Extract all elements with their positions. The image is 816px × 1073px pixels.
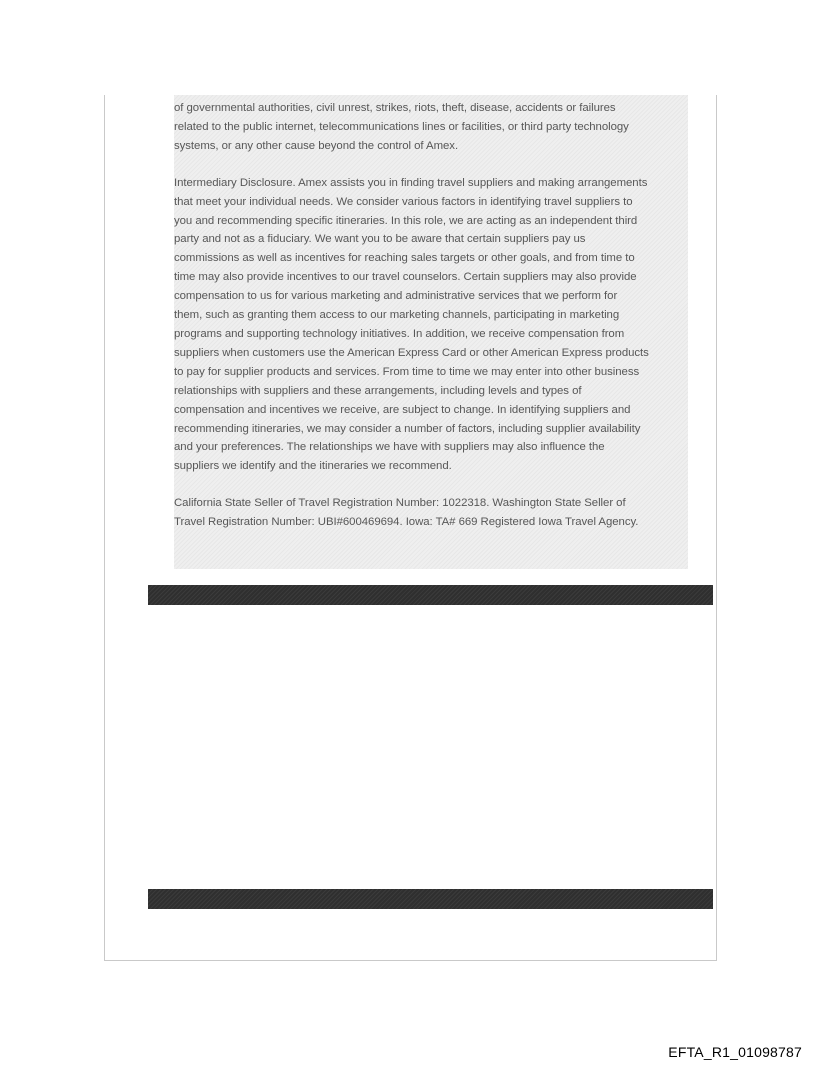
disclosure-text-panel — [174, 95, 688, 569]
text-line: systems, or any other cause beyond the control of Amex. — [174, 139, 459, 152]
text-line: that meet your individual needs. We consider various factors in identifying travel suppliers to — [174, 195, 633, 208]
text-line: time may also provide incentives to our travel counselors. Certain suppliers may also provide — [174, 271, 637, 284]
force-majeure-paragraph — [174, 99, 688, 156]
text-line: programs and supporting technology initiatives. In addition, we receive compensation from — [174, 327, 625, 340]
text-line: party and not as a fiduciary. We want you to be aware that certain suppliers pay us — [174, 233, 586, 246]
text-line: compensation and incentives we receive, are subject to change. In identifying suppliers and — [174, 403, 631, 416]
registration-paragraph — [174, 494, 688, 532]
page-id-footer: EFTA_R1_01098787 — [668, 1044, 802, 1060]
redaction-bar-bottom — [148, 889, 713, 909]
text-line: California State Seller of Travel Registration Number: 1022318. Washington State Seller of — [174, 497, 626, 510]
intermediary-disclosure-paragraph — [174, 174, 688, 477]
redaction-bar-top — [148, 585, 713, 605]
text-line: suppliers when customers use the American Express Card or other American Express products — [174, 346, 649, 359]
text-line: suppliers we identify and the itineraries we recommend. — [174, 460, 452, 473]
text-line: Travel Registration Number: UBI#600469694. Iowa: TA# 669 Registered Iowa Travel Agency. — [174, 516, 639, 529]
text-line: them, such as granting them access to our marketing channels, participating in marketing — [174, 309, 620, 322]
text-line: to pay for supplier products and services. From time to time we may enter into other business — [174, 365, 640, 378]
text-line: and your preferences. The relationships we have with suppliers may also influence the — [174, 441, 605, 454]
text-line: of governmental authorities, civil unrest, strikes, riots, theft, disease, accidents or failures — [174, 102, 616, 114]
text-line: recommending itineraries, we may consider a number of factors, including supplier availability — [174, 422, 641, 435]
text-line: related to the public internet, telecommunications lines or facilities, or third party technology — [174, 120, 629, 133]
text-line: relationships with suppliers and these arrangements, including levels and types of — [174, 384, 582, 397]
text-line: you and recommending specific itineraries. In this role, we are acting as an independent third — [174, 214, 638, 227]
text-line: commissions as well as incentives for reaching sales targets or other goals, and from time to — [174, 252, 635, 265]
text-line: Intermediary Disclosure. Amex assists you in finding travel suppliers and making arrangements — [174, 176, 648, 189]
text-line: compensation to us for various marketing and administrative services that we perform for — [174, 290, 618, 303]
